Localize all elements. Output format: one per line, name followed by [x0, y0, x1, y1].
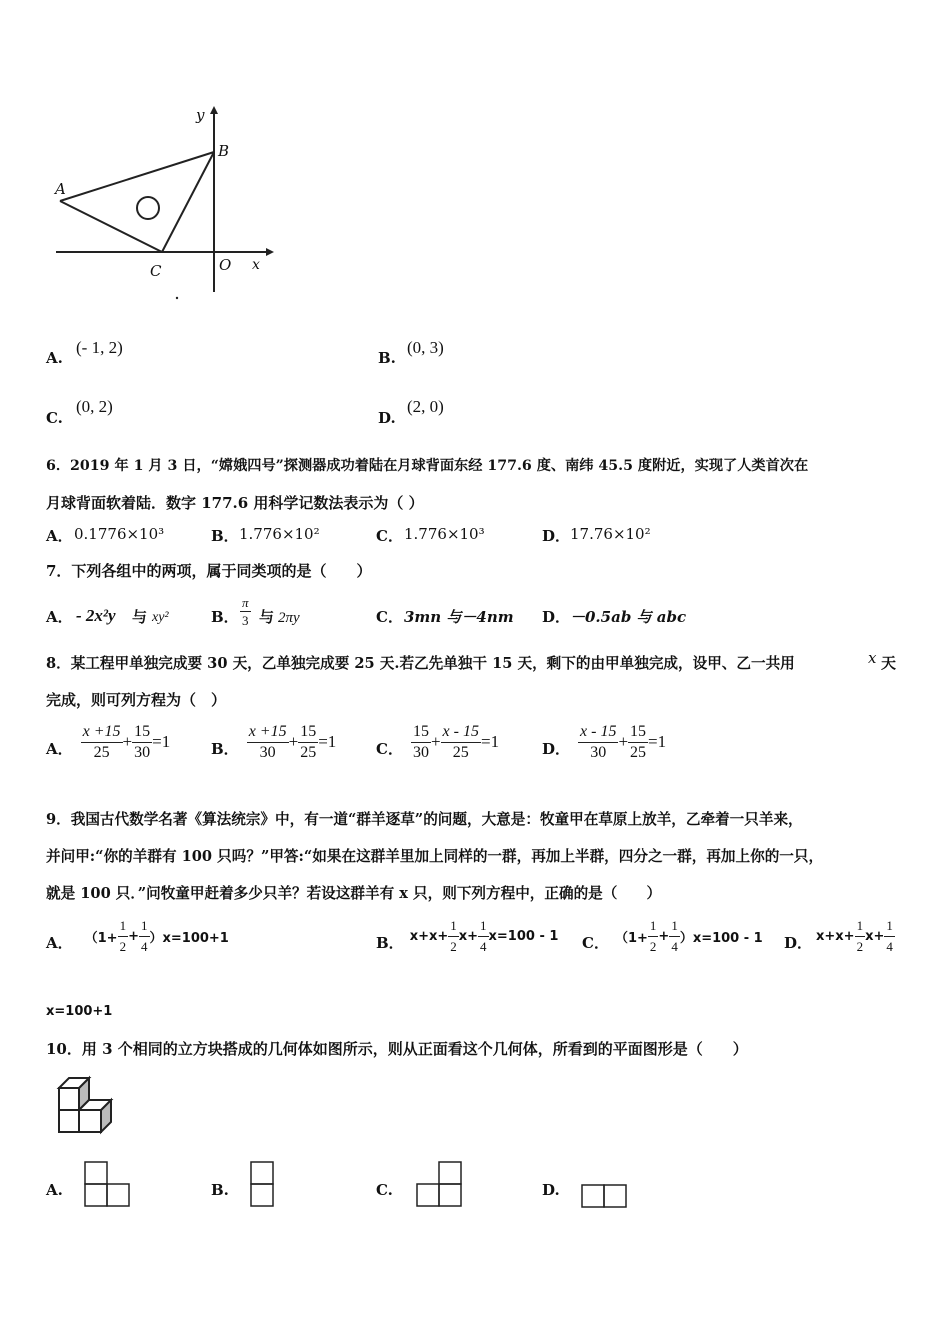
q10-option-a-figure [84, 1161, 132, 1209]
q9-c-tail: ）x=100 - 1 [679, 931, 763, 946]
q7-option-a-term1: - 2x²y [76, 606, 116, 625]
q9-b-half-d: 2 [450, 939, 457, 954]
q9-option-b [376, 916, 558, 957]
side-ac [60, 201, 162, 252]
q9-c-half-n: 1 [648, 916, 659, 937]
q8-d-d1: 30 [590, 744, 607, 761]
q9-option-a [46, 916, 229, 957]
q6-option-a-value: 0.1776×10³ [74, 525, 165, 543]
label-x: x [252, 257, 260, 273]
dot [176, 297, 178, 299]
q8-option-a-letter: A． [46, 740, 73, 758]
q5-option-a-letter: A. [46, 349, 63, 367]
q10-option-d-figure [581, 1184, 629, 1210]
x-axis-arrow [266, 248, 274, 256]
q8-a-n1: x +15 [81, 722, 123, 743]
q7-b-denominator: 3 [242, 613, 249, 628]
q7-option-a-term2: xy² [152, 610, 169, 625]
q10-option-c-figure [416, 1161, 464, 1209]
q8-a-eq: =1 [152, 732, 171, 751]
inner-circle [137, 197, 159, 219]
q8-b-d1: 30 [259, 744, 276, 761]
q9-c-quarter-d: 4 [671, 939, 678, 954]
q7-option-c-text: 3mn 与－4nm [404, 608, 514, 626]
q10-stem: 10．用 3 个相同的立方块搭成的几何体如图所示，则从正面看这个几何体，所看到的平面图形是（ ） [46, 1040, 748, 1058]
q6-option-d-value: 17.76×10² [570, 525, 651, 543]
label-y: y [196, 106, 205, 124]
q9-a-half-d: 2 [119, 939, 127, 954]
q6-option-b-value: 1.776×10² [239, 525, 320, 543]
q9-c-plus: + [658, 929, 670, 944]
q9-a-tail: ）x=100+1 [149, 931, 229, 946]
q10-option-b-letter: B. [211, 1181, 229, 1199]
q5-option-c-value: (0, 2) [76, 397, 113, 416]
q9-a-pre: （1+ [84, 931, 118, 946]
q5-option-b-letter: B. [378, 349, 396, 367]
q9-b-quarter-d: 4 [480, 939, 487, 954]
q8-option-a [46, 722, 170, 763]
q8-option-b-letter: B． [211, 740, 239, 758]
q6-option-a-letter: A． [46, 527, 73, 545]
q9-b-mid: x+ [458, 929, 479, 944]
q7-option-d-letter: D． [542, 608, 571, 626]
q8-variable-x: x [868, 649, 877, 667]
q9-d-mid: x+ [865, 929, 885, 944]
y-axis-arrow [210, 106, 218, 114]
label-c: C [150, 262, 162, 280]
q8-d-n1: x - 15 [578, 722, 618, 743]
q9-b-half-n: 1 [448, 916, 459, 937]
q7-option-b-letter: B． [211, 608, 239, 626]
q9-d-half-d: 2 [856, 939, 864, 954]
q10-option-b-figure [250, 1161, 276, 1209]
q6-stem-line1: 6．2019 年 1 月 3 日，“嫦娥四号”探测器成功着陆在月球背面东经 177.6 度、南纬 45.5 度附近，实现了人类首次在 [46, 458, 809, 474]
q6-option-d-letter: D． [542, 527, 571, 545]
q9-c-pre: （1+ [614, 931, 648, 946]
q7-option-c-letter: C． [376, 608, 403, 626]
q5-option-d-value: (2, 0) [407, 397, 444, 416]
q9-stem-line1: 9．我国古代数学名著《算法统宗》中，有一道“群羊逐草”的问题，大意是：牧童甲在草原上放羊，乙牵着一只羊来， [46, 811, 803, 828]
q8-option-c [376, 722, 499, 763]
q6-stem-line2: 月球背面软着陆．数字 177.6 用科学记数法表示为（ ） [46, 494, 424, 512]
q9-a-quarter-d: 4 [141, 939, 148, 954]
q8-c-n1: 15 [411, 722, 431, 743]
label-b: B [218, 142, 230, 160]
q9-c-quarter-n: 1 [669, 916, 680, 937]
q5-option-a-value: (- 1, 2) [76, 338, 123, 357]
q5-option-c-letter: C. [46, 409, 63, 427]
q6-option-b-letter: B． [211, 527, 239, 545]
q9-d-pre: x+x+ [816, 929, 855, 944]
q8-a-d2: 30 [134, 744, 151, 761]
q8-c-d1: 30 [412, 744, 429, 761]
q8-d-n2: 15 [628, 722, 648, 743]
q9-option-c-letter: C． [582, 934, 609, 952]
q8-b-plus: + [288, 732, 299, 751]
label-a: A [55, 180, 66, 198]
q8-b-d2: 25 [300, 744, 317, 761]
q8-b-n1: x +15 [247, 722, 289, 743]
q9-d-half-n: 1 [855, 916, 866, 937]
q8-stem-line2: 完成，则可列方程为（ ） [46, 691, 227, 709]
q8-option-c-letter: C． [376, 740, 403, 758]
q9-a-quarter-n: 1 [139, 916, 150, 937]
q7-option-b-and: 与 [259, 608, 275, 626]
q9-stem-line3: 就是 100 只．”问牧童甲赶着多少只羊？若设这群羊有 x 只，则下列方程中，正确的是（ ） [46, 885, 662, 902]
q5-option-b-value: (0, 3) [407, 338, 444, 357]
q8-option-b [211, 722, 336, 763]
q8-c-n2: x - 15 [441, 722, 481, 743]
q9-option-d-letter: D． [784, 934, 813, 952]
q9-c-half-d: 2 [649, 939, 657, 954]
q8-a-n2: 15 [132, 722, 152, 743]
q7-option-d-text: －0.5ab 与 abc [570, 608, 687, 626]
q9-b-tail: x=100 - 1 [488, 929, 559, 944]
q8-c-plus: + [430, 732, 441, 751]
q7-option-b-term2: 2πy [278, 610, 300, 626]
q5-option-d-letter: D. [378, 409, 396, 427]
q8-b-n2: 15 [298, 722, 318, 743]
three-cube-solid-figure [55, 1076, 121, 1136]
q9-stem-line2: 并问甲:“你的羊群有 100 只吗？”甲答:“如果在这群羊里加上同样的一群，再加上半群，四分之一群，再加上你的一只， [46, 848, 824, 865]
q10-option-a-letter: A. [46, 1181, 63, 1199]
q8-option-d [542, 722, 666, 763]
side-ab [60, 152, 214, 201]
q9-option-a-letter: A． [46, 934, 73, 952]
q7-option-a-and: 与 [132, 608, 148, 626]
q10-option-d-letter: D. [542, 1181, 560, 1199]
q7-option-a-letter: A． [46, 608, 73, 626]
q9-option-b-letter: B． [376, 934, 404, 952]
q8-c-eq: =1 [480, 732, 500, 751]
q7-stem: 7．下列各组中的两项，属于同类项的是（ ） [46, 562, 372, 580]
q8-b-eq: =1 [318, 732, 337, 751]
q9-d-quarter-n: 1 [884, 916, 895, 937]
q9-a-half-n: 1 [118, 916, 129, 937]
q8-option-d-letter: D． [542, 740, 571, 758]
q9-a-plus: + [128, 929, 139, 944]
q9-option-c [582, 916, 763, 957]
label-o: O [219, 256, 232, 274]
q8-stem-line1: 8．某工程甲单独完成要 30 天，乙单独完成要 25 天.若乙先单独干 15 天，剩下的由甲单独完成，设甲、乙一共用 [46, 655, 795, 672]
q8-c-d2: 25 [452, 744, 469, 761]
q8-a-d1: 25 [93, 744, 110, 761]
q8-d-d2: 25 [630, 744, 647, 761]
q8-d-eq: =1 [648, 732, 667, 751]
q7-b-numerator: π [242, 595, 249, 610]
q9-d-quarter-d: 4 [886, 939, 893, 954]
q10-option-c-letter: C. [376, 1181, 393, 1199]
q8-a-plus: + [122, 732, 133, 751]
q9-b-pre: x+x+ [409, 929, 449, 944]
q9-option-d-continuation: x=100+1 [46, 1004, 113, 1019]
q6-option-c-letter: C． [376, 527, 403, 545]
q9-option-d [784, 916, 895, 957]
q8-stem-line1-end: 天 [881, 654, 897, 672]
q7-option-b-fraction [240, 594, 251, 629]
q6-option-c-value: 1.776×10³ [404, 525, 485, 543]
q9-b-quarter-n: 1 [478, 916, 489, 937]
q8-d-plus: + [618, 732, 629, 751]
